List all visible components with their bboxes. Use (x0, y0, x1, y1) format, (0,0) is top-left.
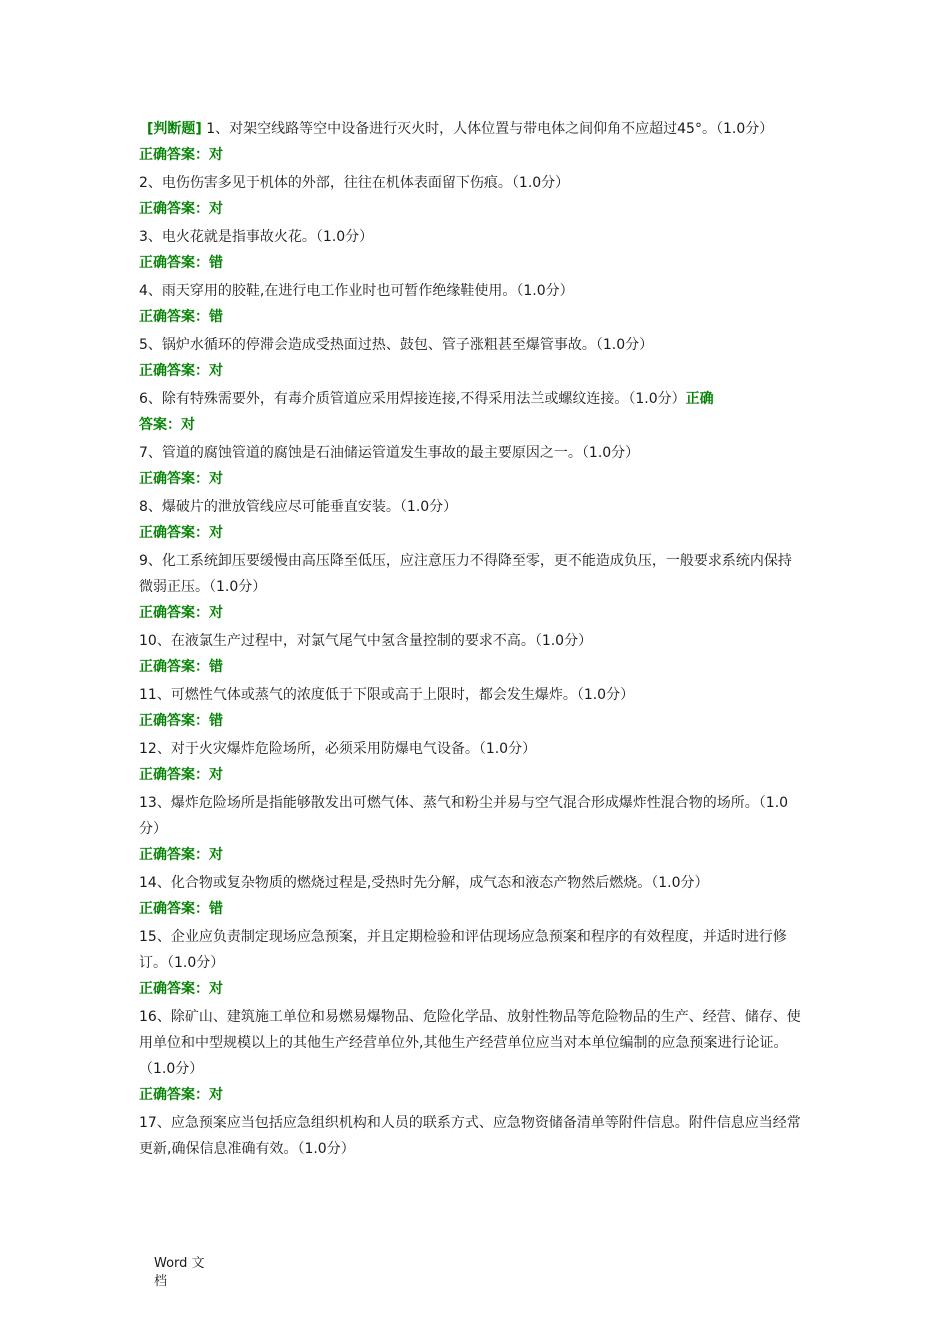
footer-label: Word 文档 (154, 1256, 205, 1289)
question-12: 12、对于火灾爆炸危险场所，必须采用防爆电气设备。（1.0分） (139, 741, 537, 757)
question-17: 17、应急预案应当包括应急组织机构和人员的联系方式、应急物资储备清单等附件信息。附件信息应当经常更新,确保信息准确有效。（1.0分） (139, 1115, 801, 1157)
question-list (139, 116, 804, 1162)
answer-16: 正确答案：对 (139, 1087, 223, 1103)
question-16: 16、除矿山、建筑施工单位和易燃易爆物品、危险化学品、放射性物品等危险物品的生产、经营、储存、使用单位和中型规模以上的其他生产经营单位外,其他生产经营单位应当对本单位编制的应急预案进行论证。（1.0分） (139, 1009, 801, 1077)
question-1 (139, 116, 804, 142)
question-13: 13、爆炸危险场所是指能够散发出可燃气体、蒸气和粉尘并易与空气混合形成爆炸性混合物的场所。（1.0分） (139, 795, 789, 837)
answer-10: 正确答案：错 (139, 659, 223, 675)
question-3: 3、电火花就是指事故火花。（1.0分） (139, 229, 374, 245)
question-2: 2、电伤伤害多见于机体的外部，往往在机体表面留下伤痕。（1.0分） (139, 175, 570, 191)
answer-8: 正确答案：对 (139, 525, 223, 541)
question-4: 4、雨天穿用的胶鞋,在进行电工作业时也可暂作绝缘鞋使用。（1.0分） (139, 283, 574, 299)
answer-6-inline: 正确 (685, 391, 714, 407)
answer-5: 正确答案：对 (139, 363, 223, 379)
question-text: 1、对架空线路等空中设备进行灭火时，人体位置与带电体之间仰角不应超过45°。（1.0分） (206, 121, 774, 137)
answer-2: 正确答案：对 (139, 201, 223, 217)
answer-7: 正确答案：对 (139, 471, 223, 487)
question-text: 6、除有特殊需要外，有毒介质管道应采用焊接连接,不得采用法兰或螺纹连接。（1.0分） (139, 391, 686, 407)
answer-14: 正确答案：错 (139, 901, 223, 917)
question-type-tag: [判断题] (147, 121, 202, 137)
question-9: 9、化工系统卸压要缓慢由高压降至低压，应注意压力不得降至零，更不能造成负压，一般要求系统内保持微弱正压。（1.0分） (139, 553, 792, 595)
answer-11: 正确答案：错 (139, 713, 223, 729)
question-7: 7、管道的腐蚀管道的腐蚀是石油储运管道发生事故的最主要原因之一。（1.0分） (139, 445, 640, 461)
answer-12: 正确答案：对 (139, 767, 223, 783)
question-11: 11、可燃性气体或蒸气的浓度低于下限或高于上限时，都会发生爆炸。（1.0分） (139, 687, 635, 703)
question-15: 15、企业应负责制定现场应急预案，并且定期检验和评估现场应急预案和程序的有效程度，并适时进行修订。（1.0分） (139, 929, 787, 971)
answer-4: 正确答案：错 (139, 309, 223, 325)
question-6 (139, 386, 804, 412)
question-5: 5、锅炉水循环的停滞会造成受热面过热、鼓包、管子涨粗甚至爆管事故。（1.0分） (139, 337, 654, 353)
question-10: 10、在液氯生产过程中，对氯气尾气中氢含量控制的要求不高。（1.0分） (139, 633, 593, 649)
answer-6: 答案：对 (139, 417, 195, 433)
answer-3: 正确答案：错 (139, 255, 223, 271)
answer-15: 正确答案：对 (139, 981, 223, 997)
answer-1: 正确答案：对 (139, 147, 223, 163)
answer-13: 正确答案：对 (139, 847, 223, 863)
answer-9: 正确答案：对 (139, 605, 223, 621)
question-14: 14、化合物或复杂物质的燃烧过程是,受热时先分解，成气态和液态产物然后燃烧。（1.0分） (139, 875, 709, 891)
question-8: 8、爆破片的泄放管线应尽可能垂直安装。（1.0分） (139, 499, 458, 515)
